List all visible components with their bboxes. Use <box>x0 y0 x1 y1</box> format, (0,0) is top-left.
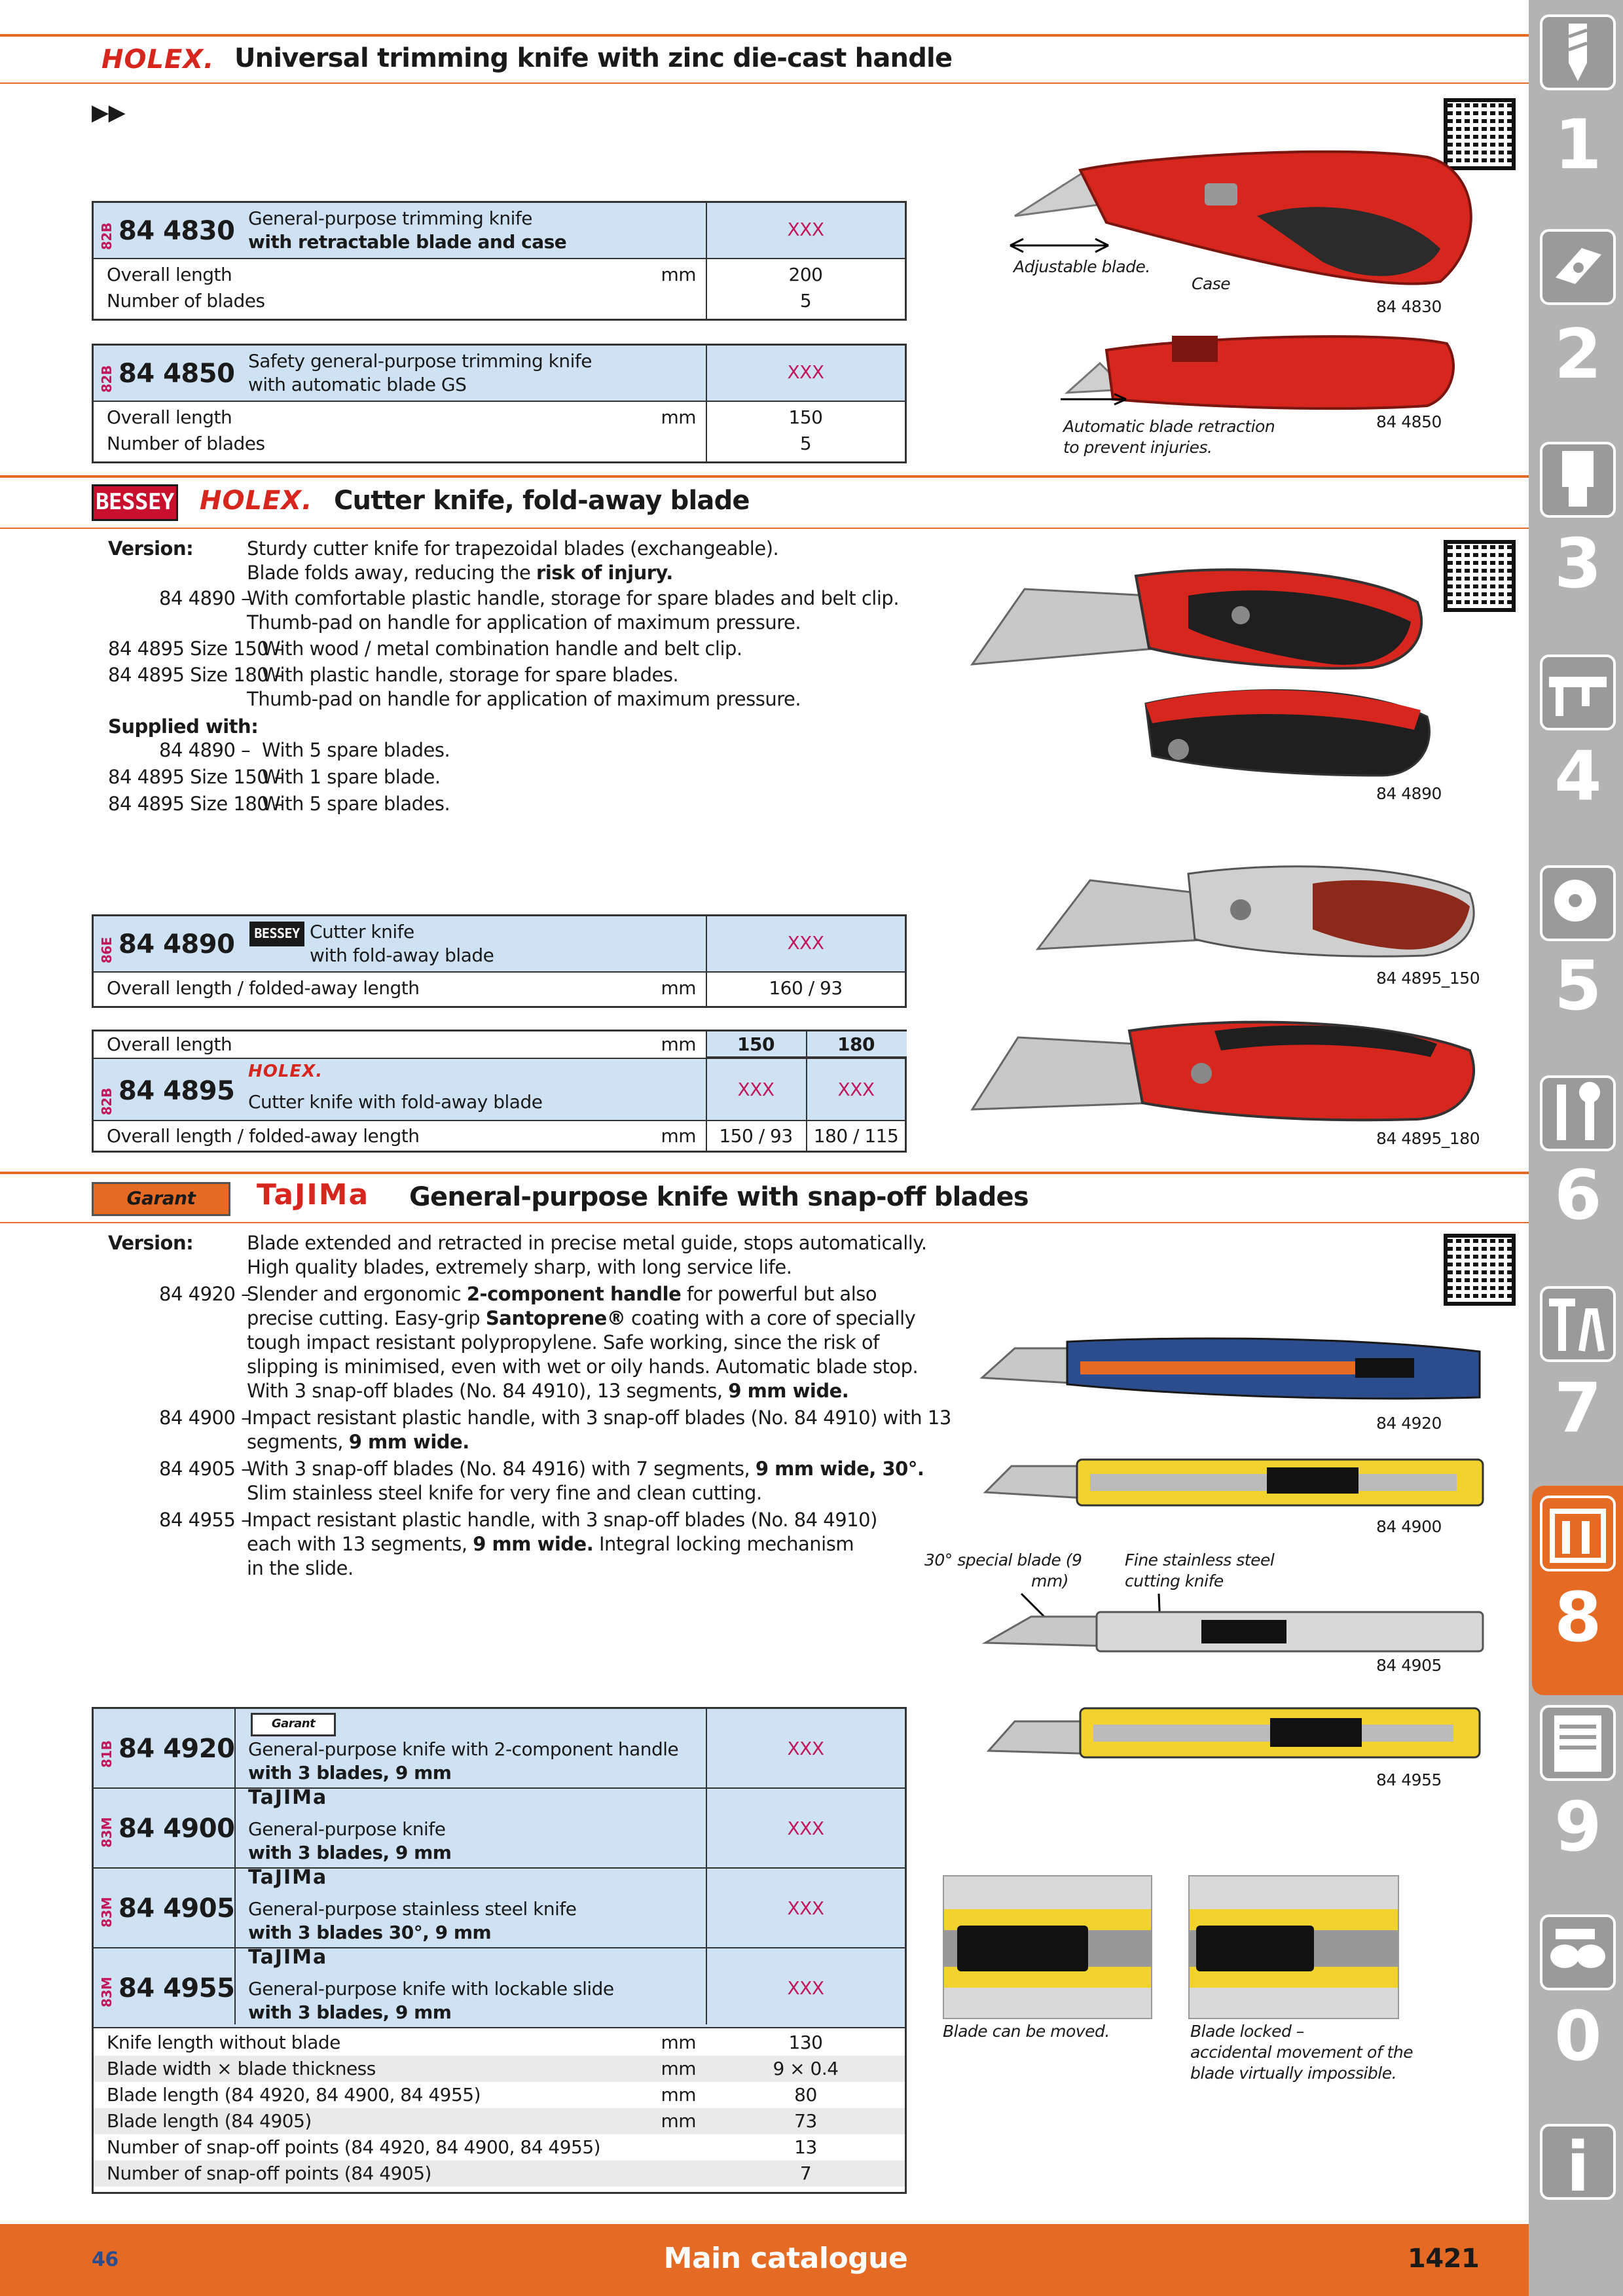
bessey-mini-logo: BESSEY <box>249 922 304 946</box>
product-description: Cutter knife <box>310 921 414 942</box>
image-label-844955: 84 4955 <box>1376 1770 1442 1789</box>
spec-value-180: 180 / 115 <box>813 1125 899 1147</box>
price[interactable]: XXX <box>787 1897 824 1919</box>
spec-unit: mm <box>661 2032 696 2053</box>
section-title-underline <box>0 1222 1529 1223</box>
spec-label: Number of blades <box>107 433 265 454</box>
article-number[interactable]: 84 4830 <box>119 216 235 246</box>
saw-blade-icon[interactable] <box>1540 865 1616 941</box>
caption-special-blade-1: 30° special blade (9 <box>924 1551 1082 1570</box>
version-text: in the slide. <box>247 1557 354 1579</box>
version-text: segments, 9 mm wide. <box>247 1431 469 1453</box>
spec-unit: mm <box>661 406 696 428</box>
knife-image-844895-150 <box>1031 854 1483 959</box>
version-text: precise cutting. Easy-grip Santoprene® coating with a core of specially <box>247 1307 916 1329</box>
arrow-icon <box>1007 236 1112 255</box>
spec-label: Number of snap-off points (84 4905) <box>107 2162 431 2184</box>
spec-label: Overall length <box>107 406 232 428</box>
spec-value: 73 <box>794 2110 817 2132</box>
spec-label: Overall length <box>107 1033 232 1055</box>
product-table-snap-off <box>92 1707 907 2194</box>
version-key: 84 4955 – <box>159 1509 251 1531</box>
price[interactable]: XXX <box>787 219 824 240</box>
size-180: 180 <box>837 1033 875 1055</box>
version-text: With 3 snap-off blades (No. 84 4910), 13 segments, 9 mm wide. <box>247 1380 849 1402</box>
caption-special-blade-2: mm) <box>1031 1571 1068 1590</box>
caption-retraction-1: Automatic blade retraction <box>1063 417 1275 436</box>
spec-unit: mm <box>661 264 696 285</box>
version-text: Blade extended and retracted in precise metal guide, stops automatically. <box>247 1232 927 1254</box>
product-table-844850 <box>92 344 907 463</box>
knife-image-844905 <box>979 1607 1489 1656</box>
spec-label: Number of snap-off points (84 4920, 84 4900, 84 4955) <box>107 2136 601 2158</box>
product-description: General-purpose knife with lockable slide <box>248 1978 614 2000</box>
supplied-label: Supplied with: <box>108 715 259 738</box>
spec-label: Blade length (84 4905) <box>107 2110 312 2132</box>
section-title-cutter-knife: Cutter knife, fold-away blade <box>334 486 750 516</box>
product-description-bold: with 3 blades, 9 mm <box>248 1842 452 1863</box>
spec-unit: mm <box>661 2084 696 2106</box>
version-text: Sturdy cutter knife for trapezoidal blades (exchangeable). <box>247 537 779 560</box>
knife-image-844920 <box>976 1332 1486 1410</box>
group-code: 83M <box>99 1897 115 1928</box>
price[interactable]: XXX <box>787 932 824 954</box>
footer-title: Main catalogue <box>663 2242 908 2275</box>
image-label-844890: 84 4890 <box>1376 784 1442 803</box>
qr-code-icon[interactable] <box>1444 1234 1516 1306</box>
chapter-number-1[interactable]: 1 <box>1554 105 1601 185</box>
footer-page-left: 46 <box>92 2248 119 2271</box>
knife-image-844900 <box>979 1453 1489 1512</box>
footer-page-number: 1421 <box>1408 2244 1480 2274</box>
version-text: each with 13 segments, 9 mm wide. Integral locking mechanism <box>247 1533 854 1555</box>
spec-label: Overall length / folded-away length <box>107 977 420 999</box>
supplied-value: With 5 spare blades. <box>262 793 450 815</box>
article-number[interactable]: 84 4850 <box>119 359 235 389</box>
chapter-number-9[interactable]: 9 <box>1554 1787 1601 1867</box>
version-text: Slim stainless steel knife for very fine and clean cutting. <box>247 1482 762 1504</box>
chapter-number-3[interactable]: 3 <box>1554 524 1601 603</box>
caption-fine-steel-2: cutting knife <box>1125 1571 1224 1590</box>
spec-value: 150 <box>788 406 823 428</box>
image-label-844830: 84 4830 <box>1376 297 1442 316</box>
version-key: 84 4900 – <box>159 1407 251 1429</box>
price-180[interactable]: XXX <box>837 1079 875 1100</box>
image-label-844895-150: 84 4895_150 <box>1376 969 1480 988</box>
tap-holder-icon[interactable] <box>1540 442 1616 518</box>
screwdriver-wrench-icon[interactable] <box>1540 1075 1616 1151</box>
version-key: 84 4890 – <box>159 587 251 609</box>
qr-code-icon[interactable] <box>1444 540 1516 612</box>
product-description-bold: with retractable blade and case <box>248 231 567 253</box>
bessey-logo: BESSEY <box>92 484 178 521</box>
holex-mini-logo: HOLEX. <box>248 1062 323 1081</box>
holex-logo: HOLEX. <box>101 45 215 75</box>
size-150: 150 <box>737 1033 775 1055</box>
group-code: 81B <box>99 1740 115 1768</box>
caption-case: Case <box>1192 274 1231 293</box>
photo-blade-locked <box>1188 1875 1399 2019</box>
chapter-number-7[interactable]: 7 <box>1554 1368 1601 1448</box>
price[interactable]: XXX <box>787 1977 824 1999</box>
product-description: General-purpose knife <box>248 1818 446 1840</box>
version-text: tough impact resistant polypropylene. Safe working, since the risk of <box>247 1331 879 1354</box>
tajima-mini-logo: TaJIMa <box>248 1866 328 1889</box>
chapter-number-5[interactable]: 5 <box>1554 946 1601 1026</box>
price[interactable]: XXX <box>787 1738 824 1759</box>
article-number[interactable]: 84 4955 <box>119 1973 235 2003</box>
spec-unit: mm <box>661 1033 696 1055</box>
version-text: High quality blades, extremely sharp, with long service life. <box>247 1256 792 1278</box>
group-code: 82B <box>99 223 115 250</box>
spec-value: 5 <box>799 290 812 312</box>
caption-blade-locked-1: Blade locked – <box>1190 2022 1304 2041</box>
article-number[interactable]: 84 4890 <box>119 929 235 960</box>
fast-forward-icon: ▶▶ <box>92 99 126 126</box>
spec-value: 7 <box>799 2162 812 2184</box>
caption-retraction-2: to prevent injuries. <box>1063 438 1213 457</box>
chapter-number-2[interactable]: 2 <box>1554 314 1601 394</box>
article-number[interactable]: 84 4900 <box>119 1814 235 1844</box>
knife-image-844890-open <box>966 550 1431 681</box>
caption-adjustable-blade: Adjustable blade. <box>1013 257 1150 276</box>
drill-icon[interactable] <box>1540 14 1616 90</box>
spec-value-150: 150 / 93 <box>719 1125 793 1147</box>
article-number[interactable]: 84 4920 <box>119 1734 235 1764</box>
version-text: Slender and ergonomic 2-component handle for powerful but also <box>247 1283 877 1305</box>
garant-mini-logo: Garant <box>251 1713 336 1736</box>
version-text: With comfortable plastic handle, storage for spare blades and belt clip. <box>247 587 900 609</box>
product-description-2: with automatic blade GS <box>248 374 467 395</box>
spec-value: 160 / 93 <box>769 977 843 999</box>
spec-value: 5 <box>799 433 812 454</box>
product-description-bold: with 3 blades 30°, 9 mm <box>248 1922 492 1943</box>
info-tab-label[interactable]: i <box>1566 2127 1590 2207</box>
chapter-number-0[interactable]: 0 <box>1554 1996 1601 2076</box>
supplied-key: 84 4895 Size 180 – <box>108 793 283 815</box>
garant-logo: Garant <box>92 1182 230 1216</box>
version-text: Impact resistant plastic handle, with 3 snap-off blades (No. 84 4910) with 13 <box>247 1407 951 1429</box>
product-description-bold: with 3 blades, 9 mm <box>248 2001 452 2023</box>
version-text: With 3 snap-off blades (No. 84 4916) with 7 segments, 9 mm wide, 30°. <box>247 1458 924 1480</box>
spec-label: Overall length <box>107 264 232 285</box>
product-description: General-purpose stainless steel knife <box>248 1898 577 1920</box>
section-title-trimming-knife: Universal trimming knife with zinc die-cast handle <box>234 43 953 73</box>
product-description: General-purpose trimming knife <box>248 207 532 229</box>
spec-unit: mm <box>661 977 696 999</box>
version-text: With wood / metal combination handle and belt clip. <box>262 637 742 660</box>
group-code: 82B <box>99 1088 115 1115</box>
spec-label: Knife length without blade <box>107 2032 340 2053</box>
spec-value: 9 × 0.4 <box>773 2058 839 2079</box>
supplied-key: 84 4895 Size 150 – <box>108 766 283 788</box>
version-text: Thumb-pad on handle for application of maximum pressure. <box>247 611 801 634</box>
image-label-844920: 84 4920 <box>1376 1414 1442 1433</box>
group-code: 82B <box>99 365 115 393</box>
chapter-number-8[interactable]: 8 <box>1554 1577 1601 1657</box>
article-number[interactable]: 84 4905 <box>119 1893 235 1924</box>
spec-unit: mm <box>661 2058 696 2079</box>
group-code: 86E <box>99 937 115 963</box>
image-label-844905: 84 4905 <box>1376 1656 1442 1675</box>
chapter-number-6[interactable]: 6 <box>1554 1155 1601 1235</box>
image-label-844895-180: 84 4895_180 <box>1376 1129 1480 1148</box>
version-label: Version: <box>108 1232 194 1254</box>
product-description: General-purpose knife with 2-component handle <box>248 1738 679 1760</box>
holex-logo: HOLEX. <box>200 486 313 516</box>
version-text: Impact resistant plastic handle, with 3 snap-off blades (No. 84 4910) <box>247 1509 877 1531</box>
tajima-mini-logo: TaJIMa <box>248 1946 328 1969</box>
cabinet-icon[interactable] <box>1540 1705 1616 1781</box>
section-rule <box>0 475 1529 478</box>
caption-blade-moved: Blade can be moved. <box>943 2022 1110 2041</box>
product-table-844830 <box>92 201 907 321</box>
product-table-844895 <box>92 1030 907 1153</box>
section-title-underline <box>0 82 1529 84</box>
knife-image-844895-180 <box>966 1011 1483 1122</box>
spec-unit: mm <box>661 2110 696 2132</box>
version-key: 84 4895 Size 150 – <box>108 637 283 660</box>
price[interactable]: XXX <box>787 361 824 383</box>
product-description: Safety general-purpose trimming knife <box>248 350 592 372</box>
version-text: With plastic handle, storage for spare blades. <box>262 664 679 686</box>
spec-label: Blade length (84 4920, 84 4900, 84 4955) <box>107 2084 481 2106</box>
section-rule <box>0 34 1529 37</box>
version-label: Version: <box>108 537 194 560</box>
caption-fine-steel-1: Fine stainless steel <box>1125 1551 1275 1570</box>
spec-label: Number of blades <box>107 290 265 312</box>
version-key: 84 4895 Size 180 – <box>108 664 283 686</box>
image-label-844900: 84 4900 <box>1376 1517 1442 1536</box>
insert-icon[interactable] <box>1540 229 1616 305</box>
safety-goggles-icon[interactable] <box>1540 1914 1616 1990</box>
section-title-snap-off-knife: General-purpose knife with snap-off blades <box>409 1182 1029 1212</box>
caption-blade-locked-3: blade virtually impossible. <box>1190 2064 1397 2083</box>
supplied-value: With 1 spare blade. <box>262 766 441 788</box>
spec-label: Overall length / folded-away length <box>107 1125 420 1147</box>
supplied-value: With 5 spare blades. <box>262 739 450 761</box>
image-label-844850: 84 4850 <box>1376 412 1442 431</box>
product-description: Cutter knife with fold-away blade <box>248 1091 543 1113</box>
photo-blade-movable <box>943 1875 1152 2019</box>
version-key: 84 4905 – <box>159 1458 251 1480</box>
version-text: slipping is minimised, even with wet or oily hands. Automatic blade stop. <box>247 1355 919 1378</box>
group-code: 83M <box>99 1977 115 2007</box>
spec-value: 80 <box>794 2084 817 2106</box>
group-code: 83M <box>99 1817 115 1848</box>
product-table-844890 <box>92 914 907 1008</box>
spec-label: Blade width × blade thickness <box>107 2058 376 2079</box>
version-key: 84 4920 – <box>159 1283 251 1305</box>
price-150[interactable]: XXX <box>737 1079 775 1100</box>
article-number[interactable]: 84 4895 <box>119 1076 235 1106</box>
product-description-2: with fold-away blade <box>310 944 494 966</box>
tajima-logo: TaJIMa <box>257 1178 370 1211</box>
caption-blade-locked-2: accidental movement of the <box>1190 2043 1413 2062</box>
section-title-underline <box>0 528 1529 529</box>
knife-image-844890-closed <box>1133 677 1440 782</box>
spec-value: 13 <box>794 2136 817 2158</box>
version-text: Thumb-pad on handle for application of maximum pressure. <box>247 688 801 710</box>
product-description-bold: with 3 blades, 9 mm <box>248 1762 452 1784</box>
chapter-number-4[interactable]: 4 <box>1554 736 1601 816</box>
version-text: Blade folds away, reducing the risk of injury. <box>247 562 673 584</box>
price[interactable]: XXX <box>787 1818 824 1839</box>
knife-image-844955 <box>982 1702 1486 1764</box>
pliers-hammer-icon[interactable] <box>1540 1286 1616 1362</box>
spec-value: 130 <box>788 2032 823 2053</box>
section-rule <box>0 1172 1529 1174</box>
spec-unit: mm <box>661 1125 696 1147</box>
toolbox-icon[interactable] <box>1540 1496 1616 1571</box>
tajima-mini-logo: TaJIMa <box>248 1786 328 1809</box>
supplied-key: 84 4890 – <box>159 739 251 761</box>
spec-value: 200 <box>788 264 823 285</box>
caliper-icon[interactable] <box>1540 655 1616 730</box>
arrow-icon <box>1057 391 1129 407</box>
